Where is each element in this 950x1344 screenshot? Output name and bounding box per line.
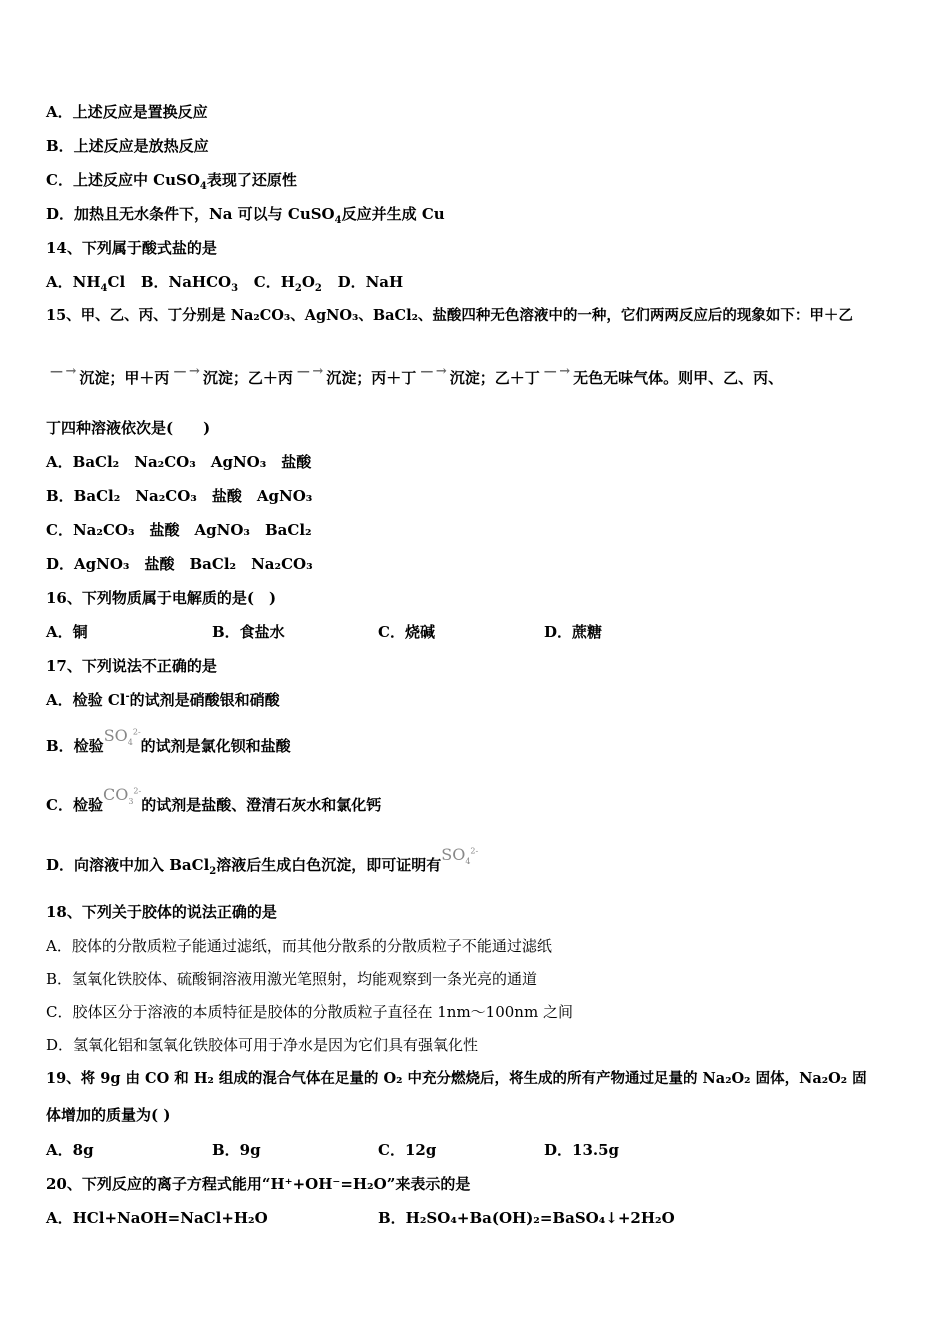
- q15-stem-line1: 15、甲、乙、丙、丁分别是 Na₂CO₃、AgNO₃、BaCl₂、盐酸四种无色溶液中的一种，它们两两反应后的现象如下：甲＋乙: [46, 307, 853, 324]
- q14-d: D．NaH: [337, 273, 404, 291]
- q17-stem: 17、下列说法不正确的是: [46, 657, 217, 675]
- q13-d-sub: 4: [334, 215, 342, 226]
- sulfate-ion-base: SO: [441, 845, 466, 864]
- q17-option-d: [46, 845, 920, 877]
- q15-r5: 无色无味气体。则甲、乙、丙、: [573, 369, 784, 387]
- q17-d-text: D．向溶液中加入 BaCl: [46, 856, 210, 874]
- sulfate-ion: [441, 845, 478, 865]
- arrow-icon: — →: [543, 364, 570, 379]
- q18-option-d: D．氢氧化铝和氢氧化铁胶体可用于净水是因为它们具有强氧化性: [46, 1036, 479, 1054]
- q15-reactions: [46, 364, 920, 390]
- q19-c: C．12g: [378, 1141, 437, 1159]
- q14-c-text: C．H: [253, 273, 295, 291]
- q16-options: [46, 622, 920, 642]
- q20-options: [46, 1208, 920, 1228]
- q14-options: [46, 272, 920, 292]
- q14-b-sub: 3: [231, 283, 239, 294]
- q13-option-c: [46, 170, 920, 190]
- q16-c: C．烧碱: [378, 623, 435, 641]
- carbonate-ion-sub: 3: [128, 797, 134, 807]
- q13-option-a: A．上述反应是置换反应: [46, 103, 208, 121]
- q17-c-text: C．检验: [46, 796, 103, 814]
- q14-b: [140, 273, 239, 294]
- q15-r4: 沉淀；乙＋丁: [449, 369, 540, 387]
- sulfate-ion: [104, 726, 141, 746]
- q19-a: A．8g: [46, 1141, 94, 1159]
- q15-option-a: A．BaCl₂ Na₂CO₃ AgNO₃ 盐酸: [46, 453, 312, 471]
- q17-option-b: [46, 726, 920, 756]
- q15-option-b: B．BaCl₂ Na₂CO₃ 盐酸 AgNO₃: [46, 487, 313, 505]
- q20-b: B．H₂SO₄+Ba(OH)₂=BaSO₄↓+2H₂O: [378, 1209, 675, 1227]
- q17-c-post: 的试剂是盐酸、澄清石灰水和氯化钙: [141, 796, 382, 814]
- q14-a-post: Cl: [107, 273, 126, 291]
- sulfate-ion-base: SO: [103, 726, 128, 745]
- q15-stem-line3: 丁四种溶液依次是( ): [46, 419, 211, 437]
- q18-option-a: A．胶体的分散质粒子能通过滤纸，而其他分散系的分散质粒子不能通过滤纸: [46, 937, 552, 955]
- q14-b-text: B．NaHCO: [140, 273, 232, 291]
- arrow-icon: — →: [50, 364, 76, 379]
- q17-d-sub: 2: [209, 866, 217, 877]
- q19-d: D．13.5g: [544, 1141, 620, 1159]
- q19-stem-line2: 体增加的质量为( ): [46, 1106, 171, 1124]
- q15-option-c: C．Na₂CO₃ 盐酸 AgNO₃ BaCl₂: [46, 521, 312, 539]
- q17-option-c: [46, 785, 920, 815]
- q17-option-a: [46, 690, 920, 710]
- q14-stem: 14、下列属于酸式盐的是: [46, 239, 217, 257]
- q17-d-post: 溶液后生成白色沉淀，即可证明有: [216, 856, 442, 874]
- q14-a-sub: 4: [100, 283, 108, 294]
- q15-r1: 沉淀；甲＋丙: [79, 369, 170, 387]
- q13-c-post: 表现了还原性: [206, 171, 297, 189]
- q16-b: B．食盐水: [212, 623, 285, 641]
- q18-option-b: B．氢氧化铁胶体、硫酸铜溶液用激光笔照射，均能观察到一条光亮的通道: [46, 970, 538, 988]
- q17-b-text: B．检验: [46, 737, 104, 755]
- sulfate-ion-sub: 4: [127, 738, 133, 748]
- q13-option-b: B．上述反应是放热反应: [46, 137, 209, 155]
- q19-options: [46, 1140, 920, 1160]
- q14-c-sub2: 2: [314, 283, 322, 294]
- q14-a-text: A．NH: [46, 273, 101, 291]
- q19-b: B．9g: [212, 1141, 261, 1159]
- arrow-icon: — →: [296, 364, 323, 379]
- q18-option-c: C．胶体区分于溶液的本质特征是胶体的分散质粒子直径在 1nm～100nm 之间: [46, 1003, 573, 1021]
- q14-c-mid: O: [301, 273, 315, 291]
- sulfate-ion-sup: 2-: [470, 846, 479, 856]
- q15-option-d: D．AgNO₃ 盐酸 BaCl₂ Na₂CO₃: [46, 555, 313, 573]
- arrow-icon: — →: [420, 364, 446, 379]
- q20-a: A．HCl+NaOH=NaCl+H₂O: [46, 1209, 268, 1227]
- q13-d-post: 反应并生成 Cu: [341, 205, 445, 223]
- q16-d: D．蔗糖: [544, 623, 603, 641]
- carbonate-ion: [103, 785, 141, 805]
- carbonate-ion-sup: 2-: [133, 786, 142, 796]
- q20-stem: 20、下列反应的离子方程式能用“H⁺+OH⁻=H₂O”来表示的是: [46, 1175, 471, 1193]
- sulfate-ion-sub: 4: [465, 857, 471, 867]
- q13-c-sub: 4: [199, 181, 207, 192]
- q13-option-d: [46, 204, 920, 224]
- q18-stem: 18、下列关于胶体的说法正确的是: [46, 903, 277, 921]
- q14-c: [253, 273, 322, 294]
- q14-a: [46, 273, 126, 294]
- q17-a-text: A．检验 Cl: [46, 691, 126, 709]
- q13-d-text: D．加热且无水条件下，Na 可以与 CuSO: [46, 205, 335, 223]
- q13-c-text: C．上述反应中 CuSO: [46, 171, 200, 189]
- q15-r2: 沉淀；乙＋丙: [202, 369, 293, 387]
- q17-b-post: 的试剂是氯化钡和盐酸: [140, 737, 291, 755]
- sulfate-ion-sup: 2-: [132, 727, 141, 737]
- q14-c-sub1: 2: [294, 283, 302, 294]
- arrow-icon: — →: [173, 364, 199, 379]
- carbonate-ion-base: CO: [102, 785, 129, 804]
- q17-a-post: 的试剂是硝酸银和硝酸: [129, 691, 280, 709]
- q17-a-sup: -: [125, 691, 130, 702]
- q16-stem: 16、下列物质属于电解质的是( ): [46, 589, 277, 607]
- q19-stem-line1: 19、将 9g 由 CO 和 H₂ 组成的混合气体在足量的 O₂ 中充分燃烧后，将生成的所有产物通过足量的 Na₂O₂ 固体，Na₂O₂ 固: [46, 1070, 867, 1087]
- q16-a: A．铜: [46, 623, 88, 641]
- q15-r3: 沉淀；丙＋丁: [326, 369, 417, 387]
